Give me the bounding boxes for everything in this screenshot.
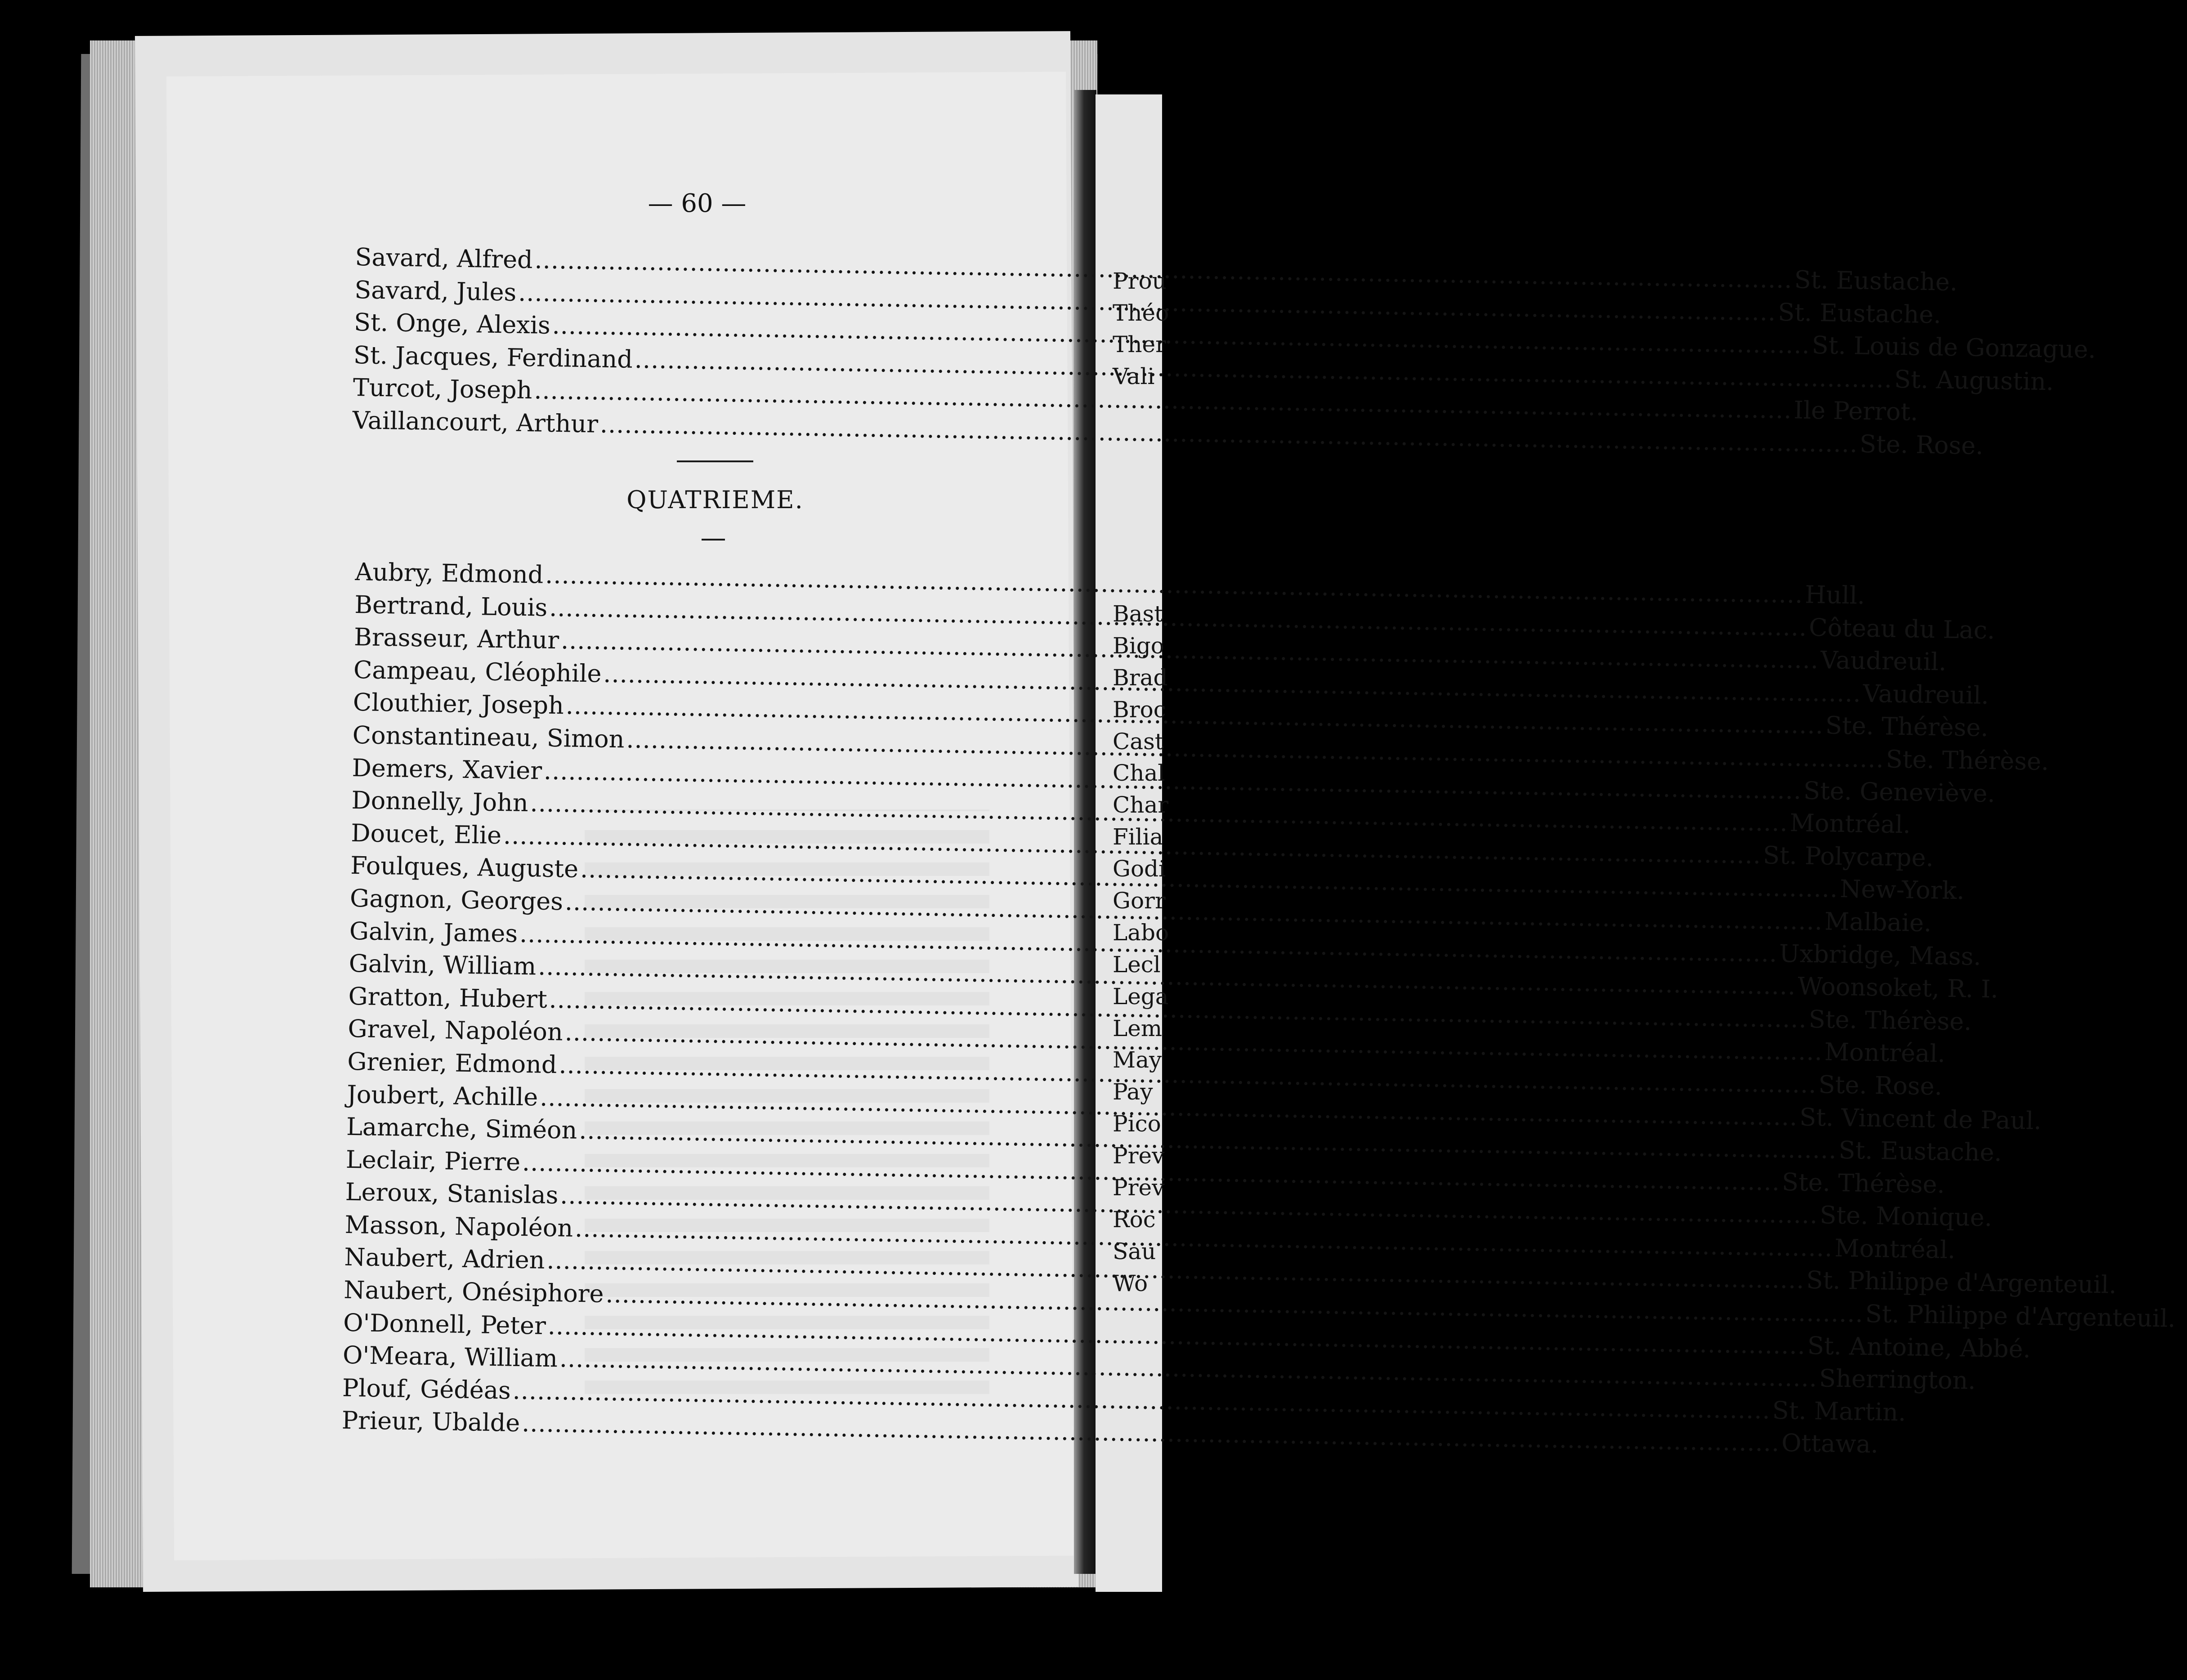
right-page-fragment: May <box>1113 1047 1162 1073</box>
entry-place: St. Eustache. <box>1794 265 1958 296</box>
entry-name: Demers, Xavier <box>352 753 542 785</box>
entry-name: St. Jacques, Ferdinand <box>353 340 633 374</box>
page-number: — 60 — <box>648 189 747 218</box>
entry-place: Ste. Rose. <box>1859 429 1984 460</box>
entry-place: St. Vincent de Paul. <box>1799 1103 2042 1135</box>
heading-underline <box>702 539 725 541</box>
right-page-fragment: Roc <box>1113 1206 1156 1233</box>
entry-place: Ste. Thérèse. <box>1886 745 2049 776</box>
entry-place: St. Eustache. <box>1838 1136 2002 1167</box>
entry-place: Hull. <box>1804 580 1865 610</box>
right-page-fragment: Godi <box>1113 856 1166 882</box>
entry-place: St. Philippe d'Argenteuil. <box>1865 1300 2176 1333</box>
right-page-fragment: Prou <box>1113 268 1167 294</box>
section-divider <box>677 460 753 462</box>
entry-place: Vaudreuil. <box>1820 646 1947 676</box>
entry-name: Donnelly, John <box>351 786 529 818</box>
entry-name: Grenier, Edmond <box>347 1047 558 1079</box>
entry-name: Naubert, Adrien <box>344 1243 545 1275</box>
right-page-fragment: Ther <box>1113 331 1167 357</box>
section-heading: QUATRIEME. <box>626 486 804 514</box>
entry-name: Constantineau, Simon <box>352 720 625 754</box>
right-page-fragment: Lem <box>1113 1015 1163 1041</box>
entry-name: Lamarche, Siméon <box>346 1112 577 1144</box>
entry-name: Prieur, Ubalde <box>341 1406 520 1438</box>
entry-place: Montréal. <box>1834 1233 1956 1264</box>
right-page-fragment: Char <box>1113 792 1169 818</box>
entry-name: Savard, Jules <box>354 275 517 307</box>
entry-place: Ottawa. <box>1781 1429 1879 1459</box>
entry-name: Naubert, Onésiphore <box>343 1275 604 1308</box>
entry-name: Joubert, Achille <box>346 1080 538 1112</box>
entry-name: Gagnon, Georges <box>349 884 564 916</box>
right-page-fragment: Sau <box>1113 1238 1156 1264</box>
entry-name: Gratton, Hubert <box>348 982 548 1014</box>
right-page-fragment: Labo <box>1113 919 1169 946</box>
entry-place: St. Philippe d'Argenteuil. <box>1806 1266 2117 1300</box>
entry-name: Clouthier, Joseph <box>353 688 564 720</box>
entry-place: Ste. Rose. <box>1818 1070 1943 1101</box>
entry-name: O'Meara, William <box>342 1341 558 1373</box>
right-page-fragment: Chal <box>1113 760 1165 786</box>
right-page-fragment: Pay <box>1113 1079 1153 1105</box>
entry-place: Montréal. <box>1824 1037 1945 1068</box>
right-page-fragment: Pico <box>1113 1111 1161 1137</box>
right-page-fragment: Prev <box>1113 1175 1165 1201</box>
right-page-fragment: Théo <box>1113 299 1169 326</box>
right-page-fragment: Brad <box>1113 664 1168 691</box>
entry-name: Galvin, James <box>349 916 518 948</box>
entry-name: Masson, Napoléon <box>344 1210 573 1242</box>
entry-place: St. Martin. <box>1772 1396 1906 1427</box>
right-page-fragment: Broc <box>1113 696 1166 723</box>
entry-place: Malbaie. <box>1824 907 1932 938</box>
right-page-fragment: Cast <box>1113 728 1164 755</box>
right-page-fragment: Bigo <box>1113 632 1164 659</box>
entry-name: Savard, Alfred <box>355 243 533 274</box>
entry-place: Ste. Thérèse. <box>1781 1167 1945 1199</box>
entry-place: St. Polycarpe. <box>1762 841 1934 872</box>
right-page-fragment: Filia <box>1113 824 1163 850</box>
entry-place: St. Antoine, Abbé. <box>1807 1331 2031 1363</box>
entry-name: Doucet, Elie <box>350 818 502 849</box>
entry-name: Plouf, Gédéas <box>342 1373 511 1405</box>
entry-place: St. Louis de Gonzague. <box>1811 331 2096 364</box>
entry-name: O'Donnell, Peter <box>343 1308 546 1340</box>
entry-place: Côteau du Lac. <box>1808 613 1995 644</box>
right-page-fragment: Gorr <box>1113 888 1166 914</box>
entry-name: Brasseur, Arthur <box>353 623 559 655</box>
right-page-fragments-bottom <box>1113 598 1169 1300</box>
entry-place: St. Eustache. <box>1777 298 1941 329</box>
right-page-fragment: Lega <box>1113 983 1169 1010</box>
right-page-fragment: Lecl <box>1113 951 1161 978</box>
entry-place: Sherrington. <box>1819 1364 1976 1395</box>
entry-name: Vaillancourt, Arthur <box>352 406 599 438</box>
entry-place: Ste. Thérèse. <box>1825 711 1989 742</box>
entry-place: Ste. Monique. <box>1819 1201 1993 1232</box>
entry-name: Campeau, Cléophile <box>353 655 602 688</box>
entry-place: Vaudreuil. <box>1863 679 1989 710</box>
entry-place: Ile Perrot. <box>1793 396 1919 427</box>
right-page-fragment: Prev <box>1113 1143 1165 1169</box>
entry-name: Leroux, Stanislas <box>345 1178 559 1210</box>
entry-place: New-York. <box>1839 875 1965 905</box>
right-page-fragment: Bast <box>1113 601 1163 627</box>
entry-name: Aubry, Edmond <box>355 558 544 589</box>
entry-place: St. Augustin. <box>1894 365 2054 396</box>
entry-name: Turcot, Joseph <box>353 373 532 405</box>
entry-name: Bertrand, Louis <box>354 590 548 622</box>
right-page-fragment: Wo <box>1113 1270 1148 1296</box>
entry-place: Woonsoket, R. I. <box>1797 972 1999 1004</box>
entry-name: Gravel, Napoléon <box>348 1014 564 1046</box>
right-page-fragments-top <box>1113 265 1169 392</box>
entry-name: St. Onge, Alexis <box>353 308 551 340</box>
entry-place: Uxbridge, Mass. <box>1779 939 1981 971</box>
entry-place: Ste. Thérèse. <box>1808 1005 1972 1036</box>
entry-name: Foulques, Auguste <box>350 851 579 884</box>
entry-place: Montréal. <box>1789 809 1911 839</box>
entry-place: Ste. Geneviève. <box>1803 776 1995 808</box>
entry-name: Galvin, William <box>349 949 537 981</box>
entry-name: Leclair, Pierre <box>345 1145 521 1176</box>
right-page-fragment: Vali <box>1113 363 1155 389</box>
